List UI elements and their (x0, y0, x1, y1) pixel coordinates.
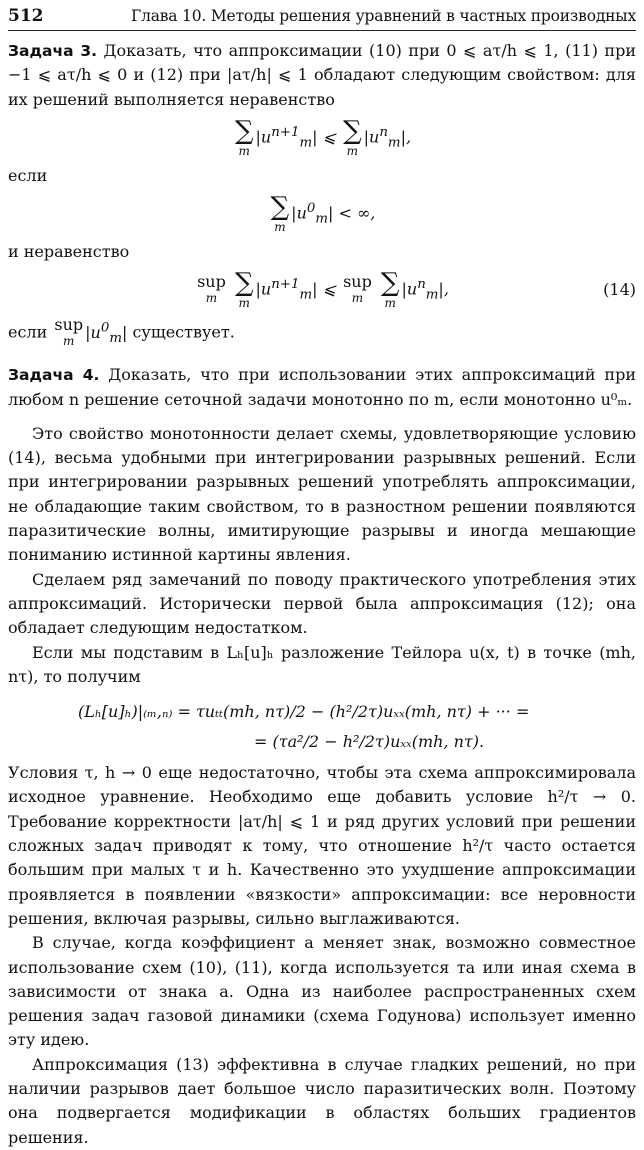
task-3 (8, 39, 636, 112)
page-header (8, 4, 636, 31)
paragraph-3: Если мы подставим в Lₕ[u]ₕ разложение Тейлора u(x, t) в точке (mh, nτ), то получим (8, 642, 636, 686)
paragraph-4: Условия τ, h → 0 еще недостаточно, чтобы эта схема аппроксимировала исходное уравнение. Необходимо еще добавить условие h²/τ → 0. Требование корректности |aτ/h| ⩽ 1 и ряд других условий при решении сложных задач приводят к тому, что отношение h²/τ часто остается большим при малых τ и h. Качественно это ухудшение аппроксимации проявляется в появлении «вязкости» аппроксимации: все неровности решения, включая разрывы, сильно выглаживаются. (8, 763, 636, 928)
running-head: Глава 10. Методы решения уравнений в частных производных (131, 7, 636, 25)
equation-sum-finite: ∑ m $|u^0_m|$ < ∞, (270, 192, 376, 235)
paragraph-2: Сделаем ряд замечаний по поводу практического употребления этих аппроксимаций. Исторически первой была аппроксимация (12); она обладает следующим недостатком. (8, 569, 636, 638)
task-4 (8, 363, 636, 412)
task-4-text: Доказать, что при использовании этих аппроксимаций при любом n решение сеточной задачи монотонно по m, если монотонно u⁰ₘ. (8, 365, 636, 409)
and-inequality-label: и неравенство (8, 242, 130, 262)
equation-number: (14) (603, 280, 636, 300)
task-3-label: Задача 3. (8, 42, 98, 60)
paragraph-6: Аппроксимация (13) эффективна в случае гладких решений, но при наличии разрывов дает большое число паразитических волн. Поэтому она подвергается модификации в областях больших градиентов решения. (8, 1054, 636, 1147)
equation-sum-ineq: ∑ m $|u^{n+1}_m|$ ⩽ ∑ m $|u^n_m|$, (234, 115, 412, 158)
page-number: 512 (8, 6, 44, 26)
equation-taylor (78, 697, 636, 757)
paragraph-5: В случае, когда коэффициент a меняет знак, возможно совместное использование схем (10), (11), когда используется та или иная схема в зависимости от знака a. Одна из наиболее распространенных схем решения задач газовой динамики (схема Годунова) использует именно эту идею. (8, 933, 636, 1050)
equation-taylor-line-2: = (τa²/2 − h²/2τ)uₓₓ(mh, nτ). (254, 732, 485, 752)
paragraph-1: Это свойство монотонности делает схемы, удовлетворяющие условию (14), весьма удобными при интегрировании разрывных решений. Если при интегрировании разрывных решений употреблять аппроксимации, не обладающие таким свойством, то в разностном решении появляются паразитические волны, имитирующие разрывы и иногда мешающие пониманию истинной картины явления. (8, 423, 636, 565)
exists-line: если sup m $|u^0_m|$ существует. (8, 315, 235, 349)
task-3-text: Доказать, что аппроксимации (10) при 0 ⩽ aτ/h ⩽ 1, (11) при −1 ⩽ aτ/h ⩽ 0 и (12) при |aτ/h| ⩽ 1 обладают следующим свойством: для их решений выполняется неравенство (8, 41, 636, 109)
equation-taylor-line-1: (Lₕ[u]ₕ)|₍ₘ,ₙ₎ = τuₜₜ(mh, nτ)/2 − (h²/2τ)uₓₓ(mh, nτ) + ··· = (78, 702, 530, 722)
equation-14: sup m ∑ m $|u^{n+1}_m|$ ⩽ sup m ∑ m $|u^n_m|$, (14) (197, 268, 636, 311)
task-4-label: Задача 4. (8, 366, 100, 385)
if-label: если (8, 165, 48, 185)
page (8, 4, 636, 1150)
